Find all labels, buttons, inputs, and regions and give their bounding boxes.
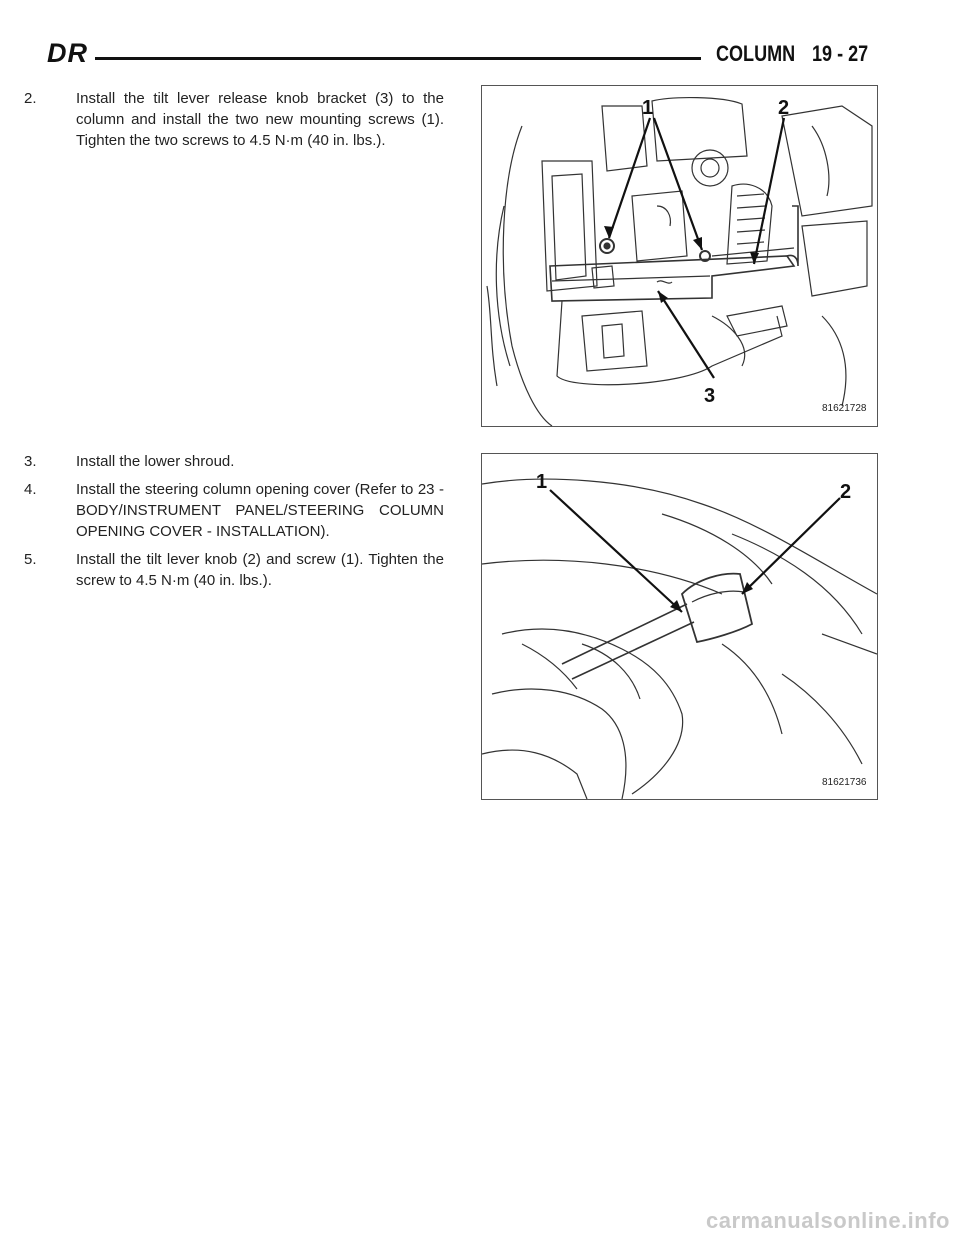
step-5 bbox=[24, 549, 444, 591]
step-number: 3. bbox=[24, 453, 37, 470]
callout-2: 2 bbox=[778, 97, 790, 119]
step-4 bbox=[24, 479, 444, 542]
watermark: carmanualsonline.info bbox=[706, 1208, 950, 1233]
step-number: 4. bbox=[24, 481, 37, 498]
step-text: Install the steering column opening cover (Refer to 23 - BODY/INSTRUMENT PANEL/STEERING COLUMN OPENING COVER - INSTALLATION). bbox=[76, 481, 444, 540]
step-text: Install the tilt lever knob (2) and screw (1). Tighten the screw to 4.5 N·m (40 in. lbs.). bbox=[76, 551, 444, 589]
step-3 bbox=[24, 451, 444, 472]
figure-bracket-install bbox=[481, 85, 878, 427]
bracket-illustration bbox=[482, 86, 877, 426]
callout-1: 1 bbox=[642, 97, 654, 119]
callout-3: 3 bbox=[704, 385, 716, 407]
figure-knob-install bbox=[481, 453, 878, 800]
header-rule bbox=[95, 57, 701, 60]
figure-id: 81621736 bbox=[822, 777, 867, 788]
header-section-title: COLUMN bbox=[716, 41, 796, 66]
callout-1: 1 bbox=[536, 471, 548, 493]
header-page-number: 19 - 27 bbox=[812, 41, 869, 66]
header-manual-code: DR bbox=[47, 38, 88, 68]
step-2 bbox=[24, 88, 444, 151]
step-text: Install the lower shroud. bbox=[76, 453, 235, 470]
knob-illustration bbox=[482, 454, 877, 799]
figure-id: 81621728 bbox=[822, 403, 867, 414]
step-number: 5. bbox=[24, 551, 37, 568]
step-text: Install the tilt lever release knob bracket (3) to the column and install the two new mounting screws (1). Tighten the two screws to 4.5 N·m (40 in. lbs.). bbox=[76, 90, 444, 149]
callout-2: 2 bbox=[840, 481, 852, 503]
step-number: 2. bbox=[24, 90, 37, 107]
